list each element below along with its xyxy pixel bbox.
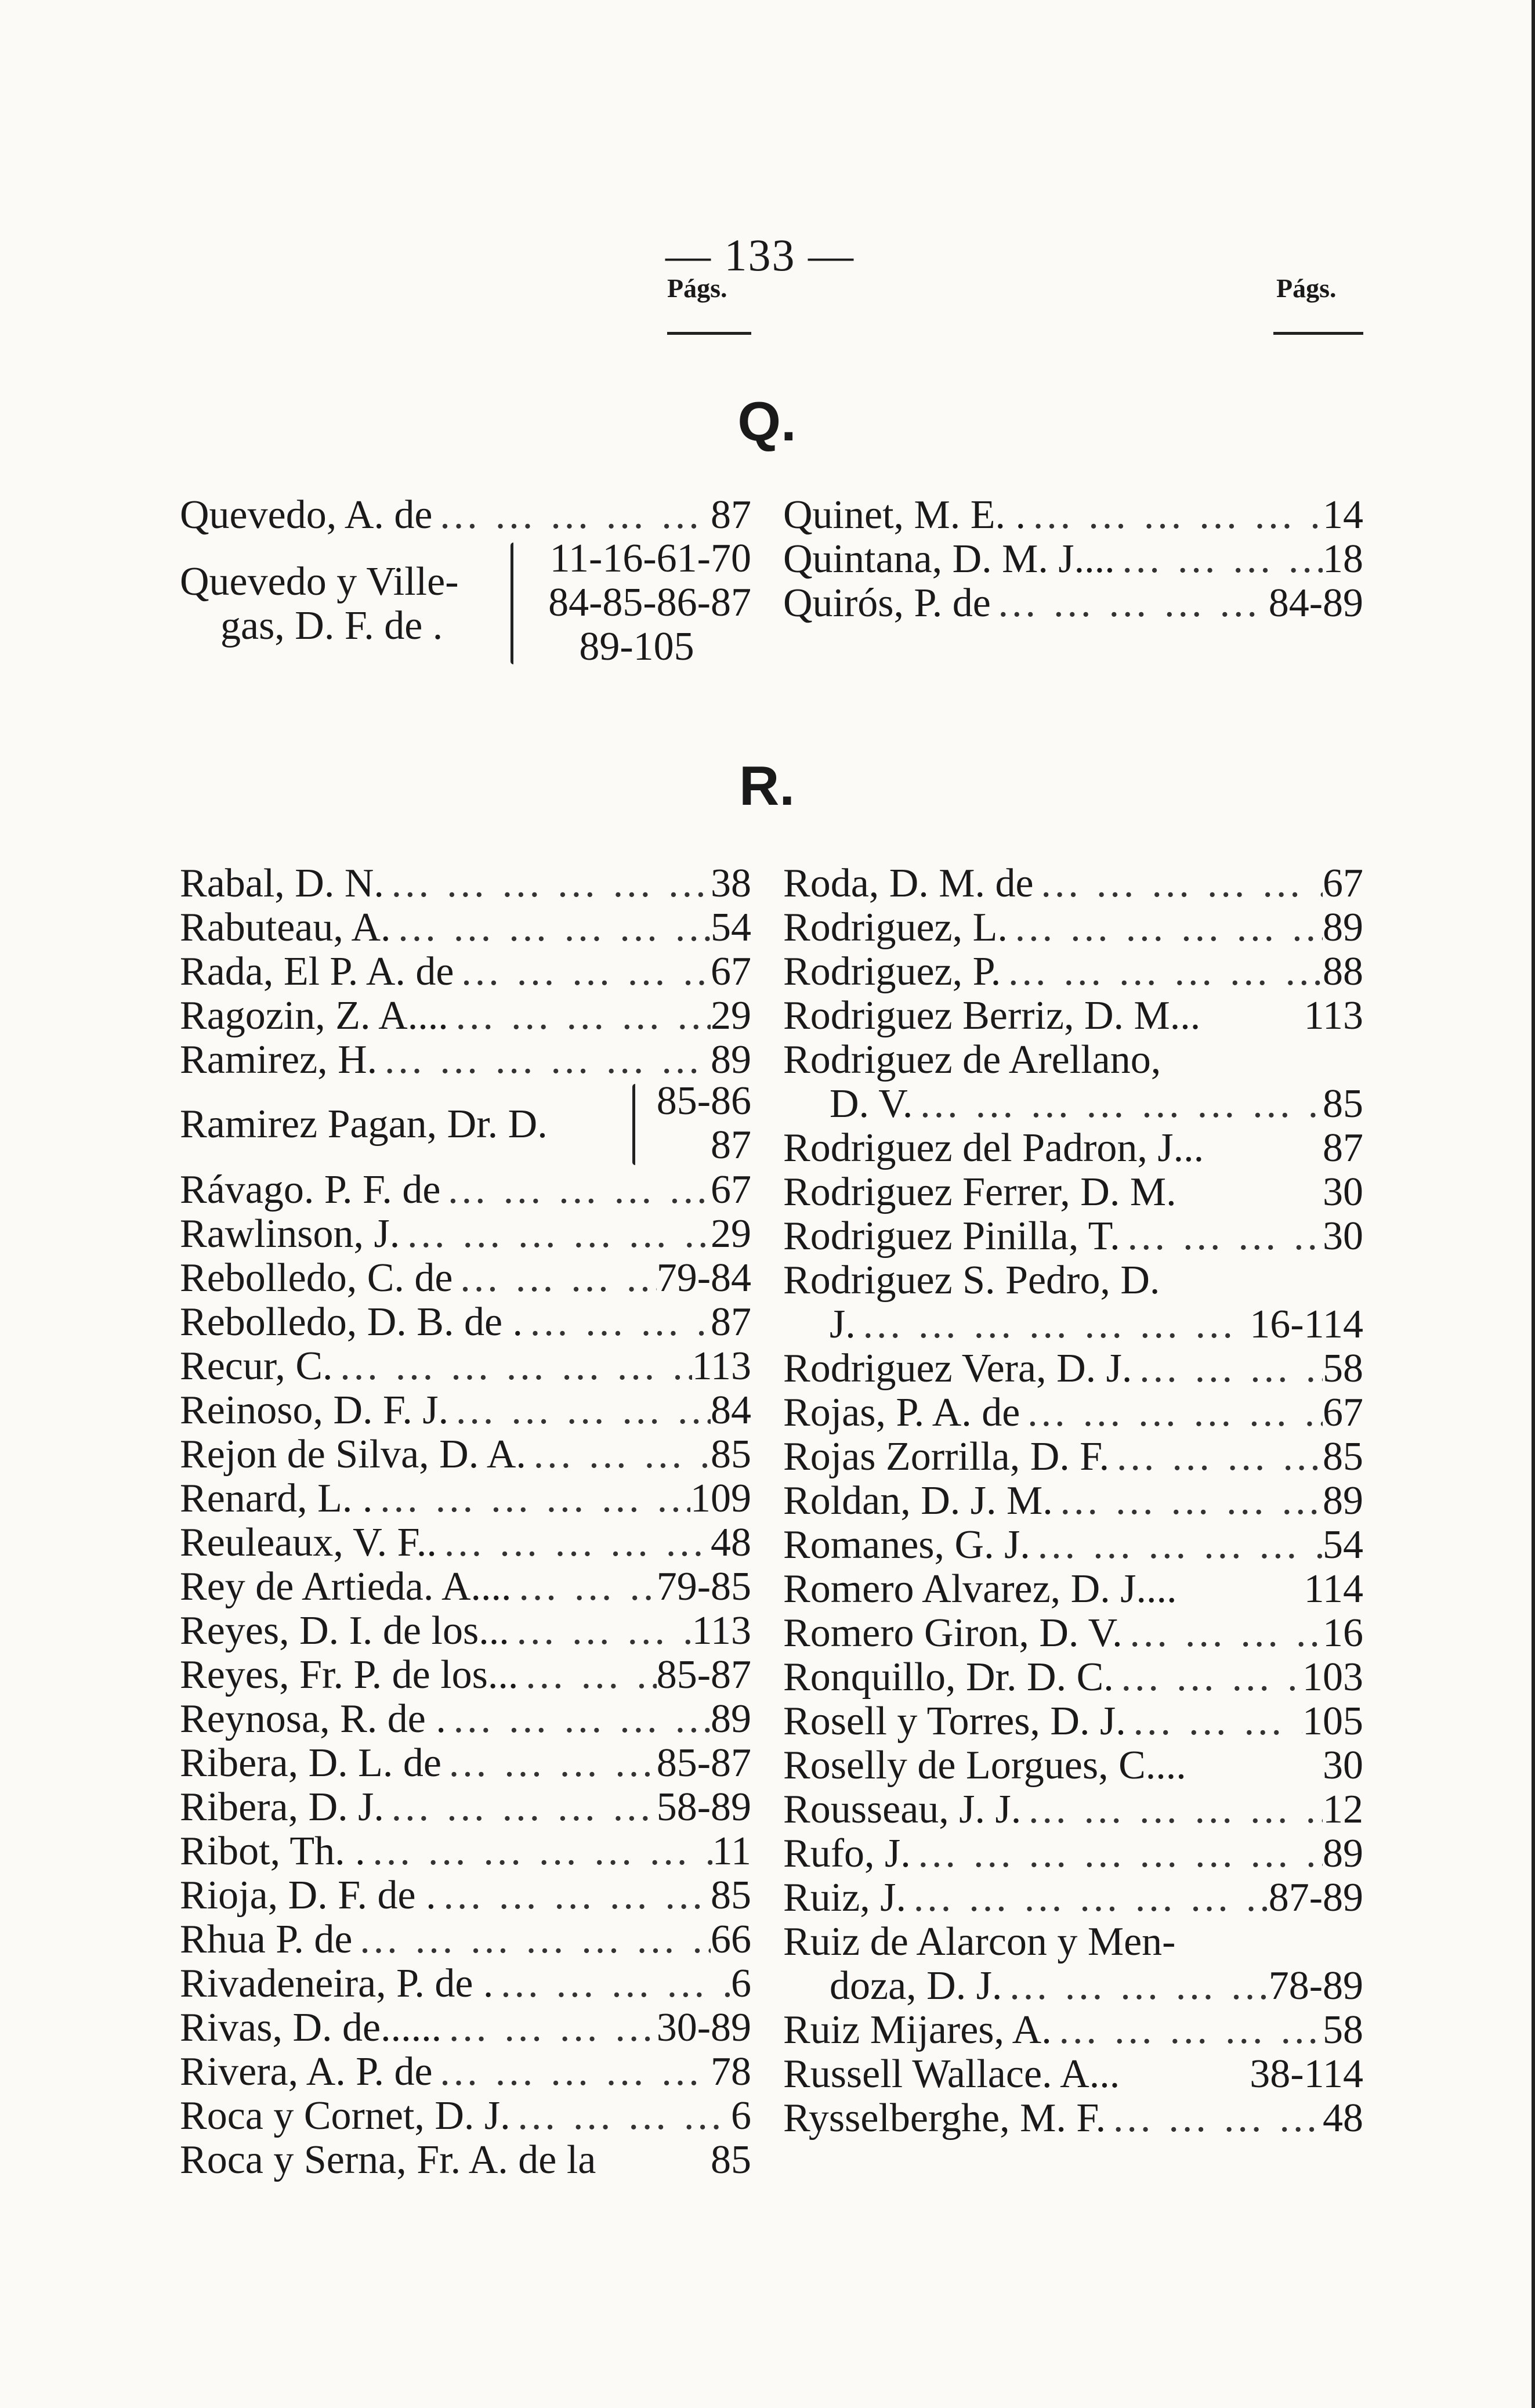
leader-dots bbox=[1123, 1611, 1323, 1655]
entry-name: Rada, El P. A. de bbox=[180, 949, 454, 994]
entry-pages: 105 bbox=[1302, 1699, 1363, 1744]
entry-name: Ragozin, Z. A.... bbox=[180, 993, 448, 1038]
entry-pages-line1: 11-16-61-70 bbox=[549, 536, 751, 581]
entry-name-line1: Rodriguez de Arellano, bbox=[783, 1037, 1161, 1082]
leader-dots bbox=[400, 1212, 711, 1256]
index-entry bbox=[180, 2050, 751, 2094]
leader-dots bbox=[509, 1609, 692, 1653]
index-entry bbox=[180, 1521, 751, 1565]
entry-name: Rivas, D. de...... bbox=[180, 2005, 442, 2050]
leader-dots bbox=[448, 1389, 711, 1433]
leader-dots bbox=[991, 581, 1269, 625]
leader-dots bbox=[1026, 493, 1323, 537]
entry-pages: 85 bbox=[711, 2138, 751, 2182]
index-entry bbox=[783, 2096, 1363, 2141]
entry-pages: 38 bbox=[711, 861, 751, 906]
index-entry bbox=[180, 2006, 751, 2050]
leader-dots bbox=[1008, 906, 1323, 950]
index-entry bbox=[783, 1655, 1363, 1700]
entry-pages-line1: 85-86 bbox=[656, 1079, 751, 1123]
index-entry bbox=[783, 1170, 1363, 1214]
index-entry bbox=[783, 1744, 1363, 1788]
leader-dots bbox=[911, 1832, 1323, 1876]
entry-name: Romanes, G. J. bbox=[783, 1523, 1030, 1567]
entry-name: Rioja, D. F. de . bbox=[180, 1873, 436, 1918]
index-entry bbox=[180, 2094, 751, 2138]
entry-name: Roda, D. M. de bbox=[783, 861, 1034, 906]
entry-pages: 30-89 bbox=[656, 2005, 751, 2050]
entry-pages: 58 bbox=[1323, 2008, 1363, 2052]
index-entry bbox=[783, 581, 1363, 625]
leader-dots bbox=[493, 1962, 731, 2006]
entry-pages: 11 bbox=[712, 1829, 751, 1874]
entry-name: Ruiz Mijares, A. bbox=[783, 2008, 1052, 2052]
entry-pages: 16 bbox=[1323, 1611, 1363, 1655]
leader-dots bbox=[1034, 862, 1323, 906]
entry-name: Rojas Zorrilla, D. F. bbox=[783, 1434, 1110, 1479]
entry-pages: 16-114 bbox=[1250, 1302, 1363, 1347]
entry-pages: 84-89 bbox=[1268, 581, 1363, 625]
entry-name-line1: Ruiz de Alarcon y Men- bbox=[783, 1919, 1176, 1964]
leader-dots bbox=[512, 1565, 657, 1609]
leader-dots bbox=[1114, 1655, 1302, 1700]
index-entry bbox=[783, 1876, 1363, 1920]
entry-name: Rejon de Silva, D. A. bbox=[180, 1432, 526, 1477]
entry-pages: 66 bbox=[711, 1917, 751, 1962]
entry-pages: 85-87 bbox=[656, 1741, 751, 1785]
leader-dots bbox=[391, 906, 711, 950]
entry-name: Rodriguez Berriz, D. M... bbox=[783, 993, 1201, 1038]
entry-pages-line3: 89-105 bbox=[579, 624, 694, 669]
entry-name: Roselly de Lorgues, C.... bbox=[783, 1743, 1186, 1788]
entry-pages-line2: 84-85-86-87 bbox=[548, 580, 751, 625]
entry-name: Romero Alvarez, D. J.... bbox=[783, 1567, 1177, 1611]
index-entry bbox=[783, 1611, 1363, 1655]
entry-pages: 29 bbox=[711, 993, 751, 1038]
entry-pages: 78 bbox=[711, 2049, 751, 2094]
entry-name: Rey de Artieda. A.... bbox=[180, 1564, 512, 1609]
entry-pages: 85 bbox=[711, 1432, 751, 1477]
entry-name: Rojas, P. A. de bbox=[783, 1390, 1020, 1435]
leader-dots bbox=[1126, 1700, 1302, 1744]
entry-pages: 89 bbox=[1323, 1831, 1363, 1876]
index-entry bbox=[180, 493, 751, 537]
leader-dots bbox=[523, 1300, 711, 1344]
leader-dots bbox=[511, 2094, 731, 2138]
index-entry bbox=[783, 1567, 1363, 1611]
page-number: — 133 — bbox=[665, 230, 855, 280]
entry-name: Reynosa, R. de . bbox=[180, 1697, 446, 1741]
leader-dots bbox=[365, 1829, 712, 1874]
leader-dots bbox=[906, 1876, 1269, 1920]
index-entry bbox=[783, 1435, 1363, 1479]
leader-dots bbox=[1001, 950, 1323, 994]
entry-pages: 48 bbox=[1323, 2096, 1363, 2141]
index-entry bbox=[180, 950, 751, 994]
entry-pages: 87 bbox=[1323, 1126, 1363, 1170]
entry-name: Ramirez Pagan, Dr. D. bbox=[180, 1102, 548, 1147]
entry-pages: 48 bbox=[711, 1520, 751, 1565]
entry-name: Roca y Cornet, D. J. bbox=[180, 2094, 511, 2138]
entry-pages: 67 bbox=[711, 1167, 751, 1212]
index-entry bbox=[783, 1700, 1363, 1744]
entry-pages-line2: 87 bbox=[711, 1123, 751, 1167]
entry-name-line1: Quevedo y Ville- bbox=[180, 559, 459, 604]
leader-dots bbox=[441, 2006, 657, 2050]
entry-name: Rhua P. de bbox=[180, 1917, 353, 1962]
brace-icon bbox=[632, 1084, 635, 1165]
entry-pages: 6 bbox=[731, 1961, 751, 2006]
entry-name: Rabal, D. N. bbox=[180, 861, 384, 906]
entry-name: Ribera, D. J. bbox=[180, 1785, 384, 1829]
pages-heading-left: Págs. bbox=[667, 273, 727, 303]
index-entry bbox=[180, 2138, 751, 2182]
leader-dots bbox=[1106, 2096, 1323, 2141]
index-entry bbox=[180, 1433, 751, 1477]
entry-name: Quintana, D. M. J.... bbox=[783, 537, 1115, 581]
leader-dots bbox=[1053, 1479, 1323, 1523]
entry-pages: 58 bbox=[1323, 1346, 1363, 1391]
index-entry bbox=[180, 1829, 751, 1874]
index-entry bbox=[783, 994, 1363, 1038]
entry-pages: 113 bbox=[692, 1608, 751, 1653]
leader-dots bbox=[1020, 1391, 1323, 1435]
leader-dots bbox=[384, 862, 711, 906]
index-entry bbox=[783, 1832, 1363, 1876]
entry-name: Rodriguez Pinilla, T. bbox=[783, 1214, 1120, 1259]
entry-name: Ronquillo, Dr. D. C. bbox=[783, 1655, 1114, 1700]
entry-name: Quinet, M. E. . bbox=[783, 493, 1026, 537]
entry-name: Rawlinson, J. bbox=[180, 1212, 400, 1256]
index-entry bbox=[180, 1697, 751, 1741]
entry-pages: 89 bbox=[711, 1697, 751, 1741]
index-entry bbox=[783, 2008, 1363, 2052]
entry-pages: 67 bbox=[1323, 861, 1363, 906]
index-entry bbox=[783, 1391, 1363, 1435]
entry-name-line2: D. V. bbox=[830, 1082, 913, 1126]
entry-name: Rodriguez del Padron, J... bbox=[783, 1126, 1204, 1170]
entry-pages-group bbox=[522, 537, 751, 669]
entry-pages: 14 bbox=[1323, 493, 1363, 537]
index-entry bbox=[180, 1168, 751, 1212]
leader-dots bbox=[518, 1653, 656, 1697]
leader-dots bbox=[1030, 1523, 1323, 1567]
leader-dots bbox=[432, 493, 711, 537]
entry-name: Reinoso, D. F. J. bbox=[180, 1388, 449, 1433]
section-letter-r: R. bbox=[739, 755, 795, 817]
entry-name: Reyes, D. I. de los... bbox=[180, 1608, 509, 1653]
entry-name: Rabuteau, A. bbox=[180, 905, 391, 950]
entry-pages: 85 bbox=[1323, 1434, 1363, 1479]
entry-pages: 30 bbox=[1323, 1743, 1363, 1788]
leader-dots bbox=[454, 950, 711, 994]
entry-name: Rosell y Torres, D. J. bbox=[783, 1699, 1126, 1744]
leader-dots bbox=[1109, 1435, 1323, 1479]
entry-pages: 89 bbox=[711, 1037, 751, 1082]
entry-pages: 29 bbox=[711, 1212, 751, 1256]
entry-pages: 103 bbox=[1302, 1655, 1363, 1700]
entry-pages: 30 bbox=[1323, 1170, 1363, 1214]
entry-pages: 38-114 bbox=[1250, 2052, 1363, 2096]
entry-name: Renard, L. . bbox=[180, 1476, 373, 1521]
index-entry bbox=[180, 862, 751, 906]
index-entry bbox=[783, 862, 1363, 906]
leader-dots bbox=[1132, 1347, 1323, 1391]
entry-pages: 114 bbox=[1304, 1567, 1363, 1611]
entry-pages: 85-87 bbox=[656, 1653, 751, 1697]
entry-pages: 58-89 bbox=[656, 1785, 751, 1829]
entry-pages: 67 bbox=[1323, 1390, 1363, 1435]
entry-name: Rodriguez, P. bbox=[783, 949, 1001, 994]
leader-dots bbox=[1120, 1214, 1323, 1259]
entry-name: Rebolledo, C. de bbox=[180, 1256, 453, 1300]
index-entry bbox=[783, 950, 1363, 994]
entry-name: Quevedo, A. de bbox=[180, 493, 433, 537]
leader-dots bbox=[448, 994, 711, 1038]
leader-dots bbox=[913, 1082, 1323, 1126]
entry-name-line2: gas, D. F. de . bbox=[220, 603, 443, 648]
entry-name: Russell Wallace. A... bbox=[783, 2052, 1120, 2096]
entry-pages: 79-85 bbox=[656, 1564, 751, 1609]
leader-dots bbox=[856, 1303, 1250, 1347]
entry-pages: 79-84 bbox=[656, 1256, 751, 1300]
entry-name: Reyes, Fr. P. de los... bbox=[180, 1653, 519, 1697]
entry-pages: 18 bbox=[1323, 537, 1363, 581]
entry-pages: 6 bbox=[731, 2094, 751, 2138]
entry-name: Rebolledo, D. B. de . bbox=[180, 1300, 523, 1344]
index-entry bbox=[783, 906, 1363, 950]
index-entry bbox=[180, 994, 751, 1038]
leader-dots bbox=[372, 1477, 690, 1521]
index-entry bbox=[830, 1082, 1363, 1126]
leader-dots bbox=[1115, 537, 1323, 581]
leader-dots bbox=[452, 1256, 656, 1300]
heading-rule-left bbox=[667, 332, 751, 335]
index-entry bbox=[783, 1788, 1363, 1832]
entry-pages: 88 bbox=[1323, 949, 1363, 994]
leader-dots bbox=[377, 1038, 711, 1082]
entry-pages: 113 bbox=[692, 1344, 751, 1389]
entry-pages: 113 bbox=[1304, 993, 1363, 1038]
index-entry bbox=[180, 1653, 751, 1697]
leader-dots bbox=[1052, 2008, 1323, 2052]
index-entry bbox=[180, 1962, 751, 2006]
entry-name: Recur, C. bbox=[180, 1344, 333, 1389]
pages-heading-right: Págs. bbox=[1276, 273, 1337, 303]
index-entry bbox=[180, 1389, 751, 1433]
entry-name: Ruiz, J. bbox=[783, 1875, 906, 1920]
entry-name: Roldan, D. J. M. bbox=[783, 1478, 1053, 1523]
entry-name: Ribot, Th. . bbox=[180, 1829, 365, 1874]
entry-name: Reuleaux, V. F.. bbox=[180, 1520, 437, 1565]
leader-dots bbox=[441, 1741, 657, 1785]
entry-name: Romero Giron, D. V. bbox=[783, 1611, 1123, 1655]
entry-name-line1: Rodriguez S. Pedro, D. bbox=[783, 1258, 1160, 1303]
leader-dots bbox=[437, 1521, 711, 1565]
index-entry bbox=[783, 1479, 1363, 1523]
leader-dots bbox=[1021, 1788, 1323, 1832]
entry-pages: 89 bbox=[1323, 905, 1363, 950]
index-entry bbox=[783, 493, 1363, 537]
leader-dots bbox=[446, 1697, 711, 1741]
entry-name: Rodriguez Ferrer, D. M. bbox=[783, 1170, 1176, 1214]
entry-name: Rufo, J. bbox=[783, 1831, 911, 1876]
leader-dots bbox=[433, 2050, 711, 2094]
section-letter-q: Q. bbox=[737, 391, 797, 453]
leader-dots bbox=[1002, 1964, 1268, 2008]
brace-icon bbox=[511, 543, 513, 664]
index-entry bbox=[783, 1214, 1363, 1259]
index-entry bbox=[180, 1609, 751, 1653]
index-entry bbox=[180, 1741, 751, 1785]
index-entry bbox=[180, 1256, 751, 1300]
index-entry bbox=[180, 1874, 751, 1918]
leader-dots bbox=[436, 1874, 711, 1918]
index-entry bbox=[180, 1565, 751, 1609]
leader-dots bbox=[333, 1344, 692, 1389]
entry-pages: 85 bbox=[1323, 1082, 1363, 1126]
entry-pages: 30 bbox=[1323, 1214, 1363, 1259]
index-entry bbox=[783, 1523, 1363, 1567]
leader-dots bbox=[353, 1918, 711, 1962]
leader-dots bbox=[526, 1433, 711, 1477]
entry-pages-group bbox=[644, 1079, 751, 1167]
index-entry bbox=[180, 1477, 751, 1521]
index-entry bbox=[180, 1785, 751, 1829]
entry-pages: 84 bbox=[711, 1388, 751, 1433]
leader-dots bbox=[440, 1168, 711, 1212]
index-entry bbox=[180, 906, 751, 950]
entry-pages: 54 bbox=[711, 905, 751, 950]
entry-name: Rysselberghe, M. F. bbox=[783, 2096, 1106, 2141]
index-entry bbox=[180, 1300, 751, 1344]
entry-name: Ramirez, H. bbox=[180, 1037, 378, 1082]
index-entry bbox=[830, 1964, 1363, 2008]
entry-pages: 89 bbox=[1323, 1478, 1363, 1523]
entry-name: Rivera, A. P. de bbox=[180, 2049, 433, 2094]
entry-name: Roca y Serna, Fr. A. de la bbox=[180, 2138, 596, 2182]
entry-name: Rodriguez, L. bbox=[783, 905, 1008, 950]
entry-pages: 78-89 bbox=[1268, 1964, 1363, 2008]
index-entry bbox=[783, 1347, 1363, 1391]
index-entry bbox=[783, 1126, 1363, 1170]
entry-name: Quirós, P. de bbox=[783, 581, 991, 625]
entry-pages: 85 bbox=[711, 1873, 751, 1918]
index-entry bbox=[180, 1344, 751, 1389]
index-entry-multiline bbox=[180, 560, 459, 648]
entry-name-line2: doza, D. J. bbox=[830, 1964, 1002, 2008]
entry-name-line2: J. bbox=[830, 1302, 856, 1347]
heading-rule-right bbox=[1273, 332, 1363, 335]
entry-pages: 12 bbox=[1323, 1787, 1363, 1832]
entry-name: Rodriguez Vera, D. J. bbox=[783, 1346, 1132, 1391]
entry-name: Ribera, D. L. de bbox=[180, 1741, 441, 1785]
entry-name: Rousseau, J. J. bbox=[783, 1787, 1022, 1832]
entry-pages: 87-89 bbox=[1268, 1875, 1363, 1920]
entry-pages: 54 bbox=[1323, 1523, 1363, 1567]
entry-pages: 87 bbox=[711, 1300, 751, 1344]
entry-pages: 87 bbox=[711, 493, 751, 537]
index-entry bbox=[783, 2052, 1363, 2096]
entry-name: Rávago. P. F. de bbox=[180, 1167, 441, 1212]
leader-dots bbox=[384, 1785, 657, 1829]
entry-pages: 67 bbox=[711, 949, 751, 994]
index-entry bbox=[180, 1038, 751, 1082]
entry-pages: 109 bbox=[690, 1476, 751, 1521]
index-entry bbox=[180, 1212, 751, 1256]
index-entry bbox=[180, 1918, 751, 1962]
entry-name: Rivadeneira, P. de . bbox=[180, 1961, 494, 2006]
index-entry bbox=[830, 1303, 1363, 1347]
index-entry bbox=[783, 537, 1363, 581]
